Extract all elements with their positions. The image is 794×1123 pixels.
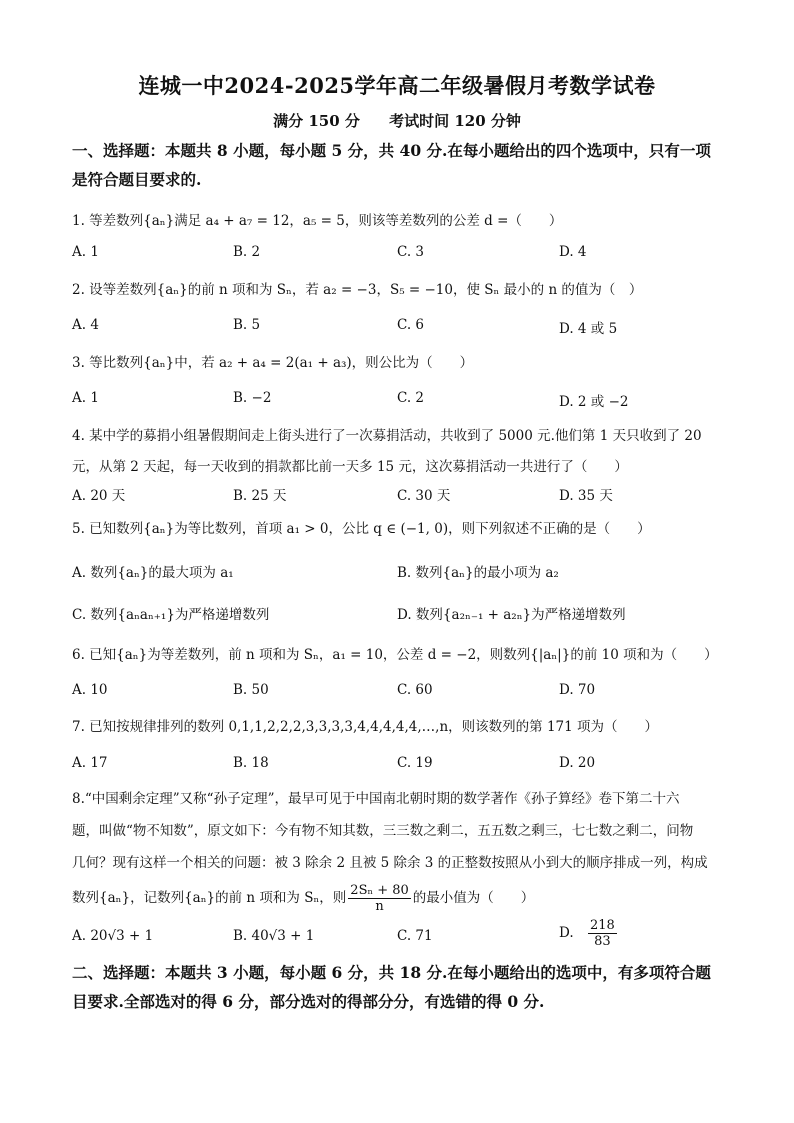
option-b[interactable]: B. 25 天 [233, 488, 287, 504]
option-d[interactable]: D. 35 天 [559, 488, 613, 504]
question-8-line-2: 题，叫做“物不知数”，原文如下：今有物不知其数，三三数之剩二，五五数之剩三，七七数之剩二，问物 [72, 823, 694, 839]
option-c[interactable]: C. 60 [397, 682, 433, 698]
option-a[interactable]: A. 10 [72, 682, 108, 698]
question-3-text: 3. 等比数列{aₙ}中，若 a₂ + a₄ = 2(a₁ + a₃)，则公比为（ ） [72, 355, 474, 371]
option-c[interactable]: C. 2 [397, 390, 425, 406]
option-b[interactable]: B. 5 [233, 317, 261, 333]
question-8 [72, 783, 722, 917]
question-3-options [72, 390, 722, 412]
option-a[interactable]: A. 1 [72, 244, 99, 260]
question-7-text: 7. 已知按规律排列的数列 0,1,1,2,2,2,3,3,3,3,4,4,4,4,4,…,n，则该数列的第 171 项为（ ） [72, 719, 659, 735]
question-2-text: 2. 设等差数列{aₙ}的前 n 项和为 Sₙ，若 a₂ = −3，S₅ = −10，使 Sₙ 最小的 n 的值为（ ） [72, 282, 643, 298]
option-a[interactable]: A. 20 天 [72, 488, 126, 504]
question-7-options [72, 755, 722, 777]
option-c[interactable]: C. 71 [397, 928, 433, 944]
option-d[interactable]: D. 70 [559, 682, 596, 698]
option-c[interactable]: C. 数列{aₙaₙ₊₁}为严格递增数列 [72, 607, 270, 623]
question-5-options-row-1 [72, 561, 722, 583]
question-3 [72, 353, 722, 373]
exam-info [0, 110, 794, 131]
question-5 [72, 519, 722, 539]
question-8-line-4: 数列{aₙ}，记数列{aₙ}的前 n 项和为 Sₙ，则 $\frac{\text{2Sₙ + 80}}{n}$ 的最小值为（ ） [72, 883, 535, 914]
option-d[interactable]: D. 20 [559, 755, 596, 771]
question-2-options [72, 317, 722, 339]
question-6 [72, 645, 722, 665]
option-a[interactable]: A. 4 [72, 317, 99, 333]
option-c[interactable]: C. 3 [397, 244, 425, 260]
question-2 [72, 280, 722, 300]
exam-time: 考试时间 120 分钟 [389, 112, 521, 130]
option-a[interactable]: A. 1 [72, 390, 99, 406]
question-4 [72, 421, 722, 483]
question-6-text: 6. 已知{aₙ}为等差数列，前 n 项和为 Sₙ，a₁ = 10，公差 d = −2，则数列{|aₙ|}的前 10 项和为（ ） [72, 647, 718, 663]
section-2-heading: 二、选择题：本题共 3 小题，每小题 6 分，共 18 分.在每小题给出的选项中，有多项符合题 目要求.全部选对的得 6 分，部分选对的得部分分，有选错的得 0 分. [72, 963, 711, 1011]
question-1-options [72, 244, 722, 266]
option-d[interactable]: D. 2 或 −2 [559, 394, 629, 410]
question-6-options [72, 682, 722, 704]
option-d[interactable]: D. 数列{a₂ₙ₋₁ + a₂ₙ}为严格递增数列 [397, 607, 626, 623]
option-a[interactable]: A. 17 [72, 755, 108, 771]
question-4-options [72, 484, 722, 506]
option-b[interactable]: B. −2 [233, 390, 272, 406]
question-4-line-2: 元，从第 2 天起，每一天收到的捐款都比前一天多 15 元，这次募捐活动一共进行了（ ） [72, 459, 628, 475]
question-5-options-row-2 [72, 603, 722, 625]
option-b[interactable]: B. 50 [233, 682, 269, 698]
question-8-line-3: 几何？现有这样一个相关的问题：被 3 除余 2 且被 5 除余 3 的正整数按照从小到大的顺序排成一列，构成 [72, 855, 708, 871]
option-b[interactable]: B. 数列{aₙ}的最小项为 a₂ [397, 565, 559, 581]
option-a[interactable]: A. 20√3 + 1 [72, 928, 154, 944]
option-c[interactable]: C. 19 [397, 755, 433, 771]
question-1 [72, 211, 722, 231]
page-title: 连城一中2024-2025学年高二年级暑假月考数学试卷 [138, 73, 656, 98]
question-8-line-1: 8.“中国剩余定理”又称“孙子定理”，最早可见于中国南北朝时期的数学著作《孙子算经》卷下第二十六 [72, 791, 680, 807]
section-1-heading: 一、选择题：本题共 8 小题，每小题 5 分，共 40 分.在每小题给出的四个选项中，只有一项 是符合题目要求的. [72, 141, 711, 189]
full-score: 满分 150 分 [273, 112, 360, 130]
option-d[interactable]: D. 4 或 5 [559, 321, 618, 337]
option-b[interactable]: B. 18 [233, 755, 269, 771]
fraction-expression: $\frac{\text{2Sₙ + 80}}{n}$ [350, 883, 409, 914]
option-b[interactable]: B. 2 [233, 244, 261, 260]
option-d[interactable]: D. $\frac{218}{83}$ [559, 918, 615, 949]
option-d-fraction: $\frac{218}{83}$ [589, 918, 615, 949]
option-d[interactable]: D. 4 [559, 244, 587, 260]
option-c[interactable]: C. 6 [397, 317, 425, 333]
option-a[interactable]: A. 数列{aₙ}的最大项为 a₁ [72, 565, 234, 581]
question-4-line-1: 4. 某中学的募捐小组暑假期间走上街头进行了一次募捐活动，共收到了 5000 元.他们第 1 天只收到了 20 [72, 428, 702, 444]
question-5-text: 5. 已知数列{aₙ}为等比数列，首项 a₁ > 0，公比 q ∈ (−1, 0)，则下列叙述不正确的是（ ） [72, 521, 651, 537]
option-c[interactable]: C. 30 天 [397, 488, 451, 504]
question-7 [72, 717, 722, 737]
question-8-options [72, 918, 722, 958]
option-b[interactable]: B. 40√3 + 1 [233, 928, 315, 944]
question-1-text: 1. 等差数列{aₙ}满足 a₄ + a₇ = 12，a₅ = 5，则该等差数列的公差 d =（ ） [72, 213, 563, 229]
